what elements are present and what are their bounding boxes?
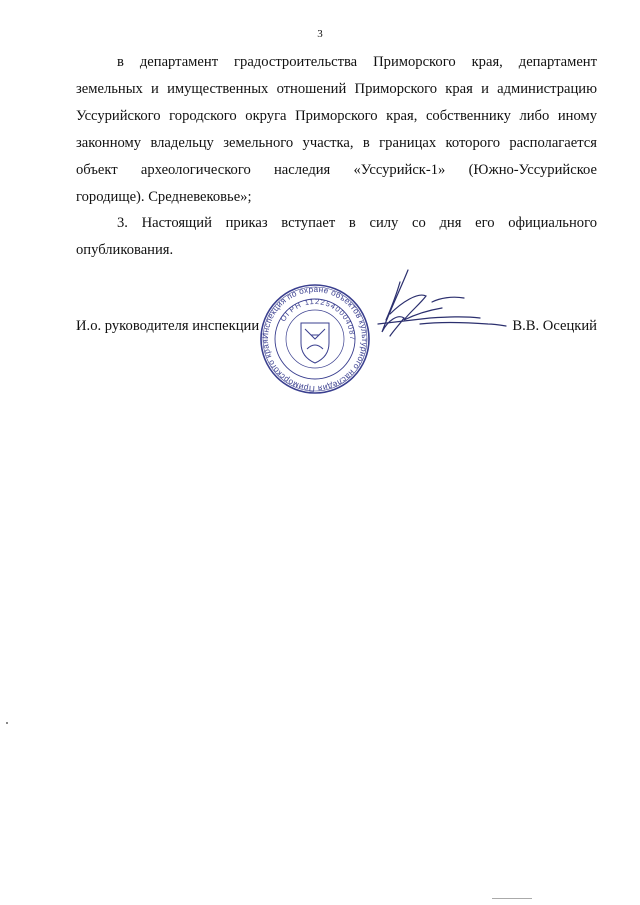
page-number: 3 (317, 28, 323, 40)
body-line: 3. Настоящий приказ вступает в силу со дня его официального (117, 215, 597, 231)
scan-artifact (492, 898, 532, 899)
coat-of-arms-icon (301, 323, 329, 363)
body-line: опубликования. (76, 242, 174, 258)
official-seal (259, 283, 371, 395)
body-line: в департамент градостроительства Приморского края, департамент (117, 54, 597, 70)
body-line: объект археологического наследия «Уссурийск-1» (Южно-Уссурийское (76, 162, 597, 178)
body-line: законному владельцу земельного участка, в границах которого располагается (76, 135, 597, 151)
body-line: городище). Средневековье»; (76, 189, 252, 205)
body-line: земельных и имущественных отношений Приморского края и администрацию (76, 81, 597, 97)
scan-artifact (6, 722, 8, 724)
body-line: Уссурийского городского округа Приморского края, собственнику либо иному (76, 108, 597, 124)
handwritten-signature (360, 262, 510, 352)
signatory-name: В.В. Осецкий (512, 318, 597, 334)
signatory-position: И.о. руководителя инспекции (76, 318, 260, 334)
seal-inner-text: ОГРН 1122540004087 (278, 296, 358, 341)
seal-outer-text: Инспекция по охране объектов культурного наследия Приморского края (260, 284, 370, 394)
